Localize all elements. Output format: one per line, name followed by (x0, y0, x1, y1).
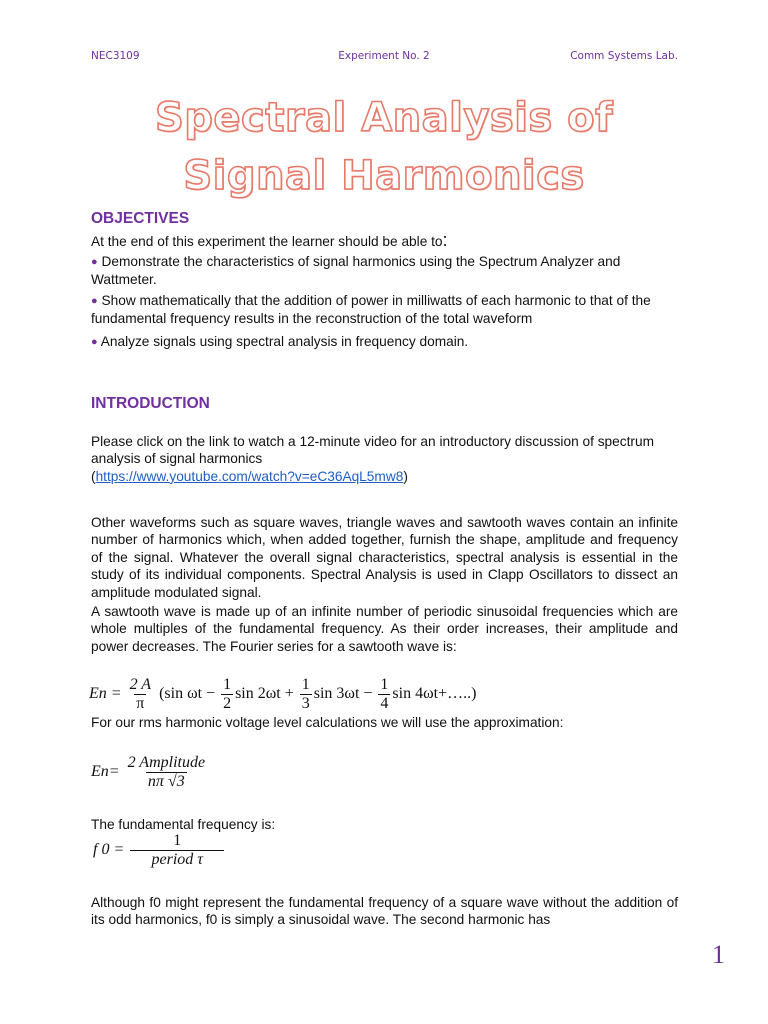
introduction-heading: INTRODUCTION (91, 395, 210, 412)
objectives-heading: OBJECTIVES (91, 210, 190, 227)
objectives-intro-colon: : (442, 230, 448, 250)
intro-paragraph-2: A sawtooth wave is made up of an infinite number of periodic sinusoidal frequencies which are whole multiples of the fundamental frequency. As their order increases, their amplitude and power decreases. The Fourier series for a sawtooth wave is: (91, 604, 678, 654)
fourier-coef-den: π (136, 695, 145, 712)
paren-close: ) (403, 468, 408, 484)
fourier-coef-num: 2 A (129, 676, 152, 693)
objective-item-2 (91, 292, 678, 328)
fundamental-paragraph: The fundamental frequency is: (91, 817, 276, 832)
fourier-t4-den: 4 (380, 695, 389, 712)
fourier-t3-den: 3 (301, 695, 310, 712)
fourier-term-1: (sin ωt − (159, 685, 216, 703)
fourier-t2-den: 2 (223, 695, 232, 712)
objective-item-3 (91, 333, 678, 351)
header-course-code: NEC3109 (91, 50, 140, 62)
objective-item-text: Analyze signals using spectral analysis in frequency domain. (100, 334, 469, 349)
fundamental-lhs: f 0 = (93, 841, 125, 859)
bullet-icon: ● (91, 256, 98, 268)
rms-num: 2 Amplitude (127, 754, 206, 771)
fourier-t3-num: 1 (301, 676, 310, 693)
page-title-line1: Spectral Analysis of (154, 95, 614, 141)
intro-paragraph-1: Other waveforms such as square waves, triangle waves and sawtooth waves contain an infinite number of harmonics which, when added together, furnish the shape, amplitude and frequency of the signal. Whatever the overall signal characteristics, spectral analysis is essential in the study of its individual components. Spectral Analysis is used in Clapp Oscillators to dissect an amplitude modulated signal. (91, 515, 678, 600)
fourier-equation (89, 676, 476, 713)
fourier-lhs: En = (89, 685, 122, 703)
fourier-term-3: sin 3ωt − (313, 685, 373, 703)
video-paragraph (91, 433, 678, 485)
fourier-term-2: sin 2ωt + (235, 685, 294, 703)
youtube-link[interactable]: https://www.youtube.com/watch?v=eC36AqL5mw8 (95, 468, 404, 484)
paren-open: ( (91, 468, 96, 484)
page-title-line2: Signal Harmonics (183, 153, 585, 199)
objectives-intro-text: At the end of this experiment the learner should be able to (91, 234, 443, 249)
bullet-icon: ● (91, 295, 98, 307)
video-text: Please click on the link to watch a 12-minute video for an introductory discussion of spectrum analysis of signal harmonics (91, 434, 654, 467)
objective-item-text: Demonstrate the characteristics of signal harmonics using the Spectrum Analyzer and Wattmeter. (91, 254, 621, 288)
fourier-t4-num: 1 (380, 676, 389, 693)
objectives-intro (91, 232, 678, 250)
objective-item-1 (91, 253, 678, 289)
rms-paragraph: For our rms harmonic voltage level calculations we will use the approximation: (91, 715, 564, 730)
page-number: 1 (712, 940, 725, 969)
intro-paragraph-3: Although f0 might represent the fundamental frequency of a square wave without the addition of its odd harmonics, f0 is simply a sinusoidal wave. The second harmonic has (91, 895, 678, 928)
header-lab-name: Comm Systems Lab. (570, 50, 678, 62)
fourier-term-4: sin 4ωt+…..) (392, 685, 477, 703)
fundamental-num: 1 (173, 832, 182, 849)
fourier-t2-num: 1 (223, 676, 232, 693)
rms-equation (91, 754, 209, 791)
header-experiment: Experiment No. 2 (338, 50, 430, 62)
rms-lhs: En= (91, 763, 120, 781)
objective-item-text: Show mathematically that the addition of power in milliwatts of each harmonic to that of the fundamental frequency results in the reconstruction of the total waveform (91, 293, 651, 327)
bullet-icon: ● (91, 336, 98, 348)
rms-den: nπ √3 (147, 773, 185, 790)
fundamental-den: period τ (130, 850, 224, 869)
fundamental-equation (93, 832, 226, 869)
